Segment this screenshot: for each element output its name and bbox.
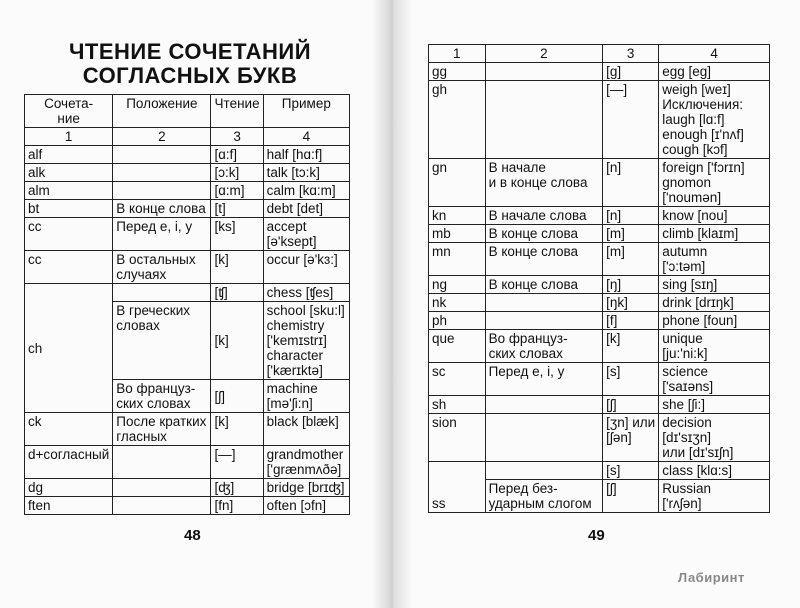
table-row (25, 182, 350, 200)
position-cell (113, 479, 211, 497)
position-cell-line: В конце слова (116, 201, 206, 216)
example-cell (659, 414, 770, 462)
example-cell-line: decision (662, 415, 712, 430)
position-cell-line: случаях (116, 267, 167, 282)
position-cell (113, 284, 211, 302)
combination-cell: sc (429, 363, 486, 396)
example-cell (659, 207, 770, 225)
position-cell (485, 414, 603, 462)
example-cell-line: weigh [weɪ] (662, 82, 731, 97)
header-position: Положение (113, 95, 211, 128)
reading-cell: [s] (603, 363, 659, 396)
example-cell-line: ['saɪəns] (662, 379, 714, 394)
example-cell-line: [ju:'ni:k] (662, 346, 708, 361)
position-cell (113, 251, 211, 284)
reading-cell: [n] (603, 207, 659, 225)
reading-cell: [ŋ] (603, 276, 659, 294)
position-cell-line: Во француз- (488, 331, 568, 346)
table-row (25, 479, 350, 497)
example-cell-line: occur [ə'kɜ:] (266, 252, 338, 267)
example-cell-line: debt [det] (266, 201, 323, 216)
table-row (25, 146, 350, 164)
column-number-row (429, 45, 770, 63)
position-cell (113, 164, 211, 182)
example-cell-line: machine (266, 381, 318, 396)
example-cell-line: foreign ['fɔrɪn] (662, 160, 745, 175)
example-cell (263, 479, 349, 497)
header-combination-line: Сочета- (44, 96, 94, 111)
reading-cell: [k] (211, 251, 263, 284)
reading-cell: [k] (211, 302, 263, 380)
example-cell-line: often [ɔfn] (266, 498, 326, 513)
position-cell (113, 302, 211, 380)
example-cell-line: chess [ʧes] (266, 285, 334, 300)
combination-cell: gg (429, 63, 486, 81)
position-cell (113, 182, 211, 200)
position-cell-line: В начале (488, 160, 546, 175)
example-cell-line: class [klɑ:s] (662, 463, 732, 478)
example-cell (659, 243, 770, 276)
example-cell-line: talk [tɔ:k] (266, 165, 320, 180)
position-cell (113, 497, 211, 515)
combination-cell: ng (429, 276, 486, 294)
combination-cell: ch (25, 284, 113, 413)
example-cell-line: black [blæk] (266, 414, 339, 429)
example-cell (659, 63, 770, 81)
combination-cell: gh (429, 81, 486, 159)
example-cell-line: ['grænmʌðə] (266, 462, 342, 477)
example-cell-line: cough [kɔf] (662, 142, 728, 157)
left-table (24, 94, 350, 515)
header-combination (25, 95, 113, 128)
position-cell (113, 380, 211, 413)
reading-cell: [k] (603, 330, 659, 363)
table-row (429, 63, 770, 81)
example-cell-line: enough [ɪ'nʌf] (662, 127, 744, 142)
table-row (429, 462, 770, 480)
example-cell-line: she [ʃi:] (662, 397, 705, 412)
title-line-1: ЧТЕНИЕ СОЧЕТАНИЙ (68, 39, 312, 64)
reading-cell-line: [ʃən] (606, 430, 632, 445)
example-cell (659, 159, 770, 207)
position-cell (485, 159, 603, 207)
column-number-row (25, 128, 350, 146)
page-number-left: 48 (184, 527, 201, 544)
example-cell-line: [mə'ʃi:n] (266, 396, 313, 411)
example-cell (263, 413, 349, 446)
example-cell-line: calm [kɑ:m] (266, 183, 336, 198)
example-cell (263, 200, 349, 218)
reading-cell: [ɑ:m] (211, 182, 263, 200)
example-cell-line: laugh [lɑ:f] (662, 112, 725, 127)
table-header-row (25, 95, 350, 128)
table-row (429, 225, 770, 243)
position-cell (113, 200, 211, 218)
header-combination-line: ние (57, 111, 80, 126)
combination-cell: ph (429, 312, 486, 330)
position-cell-line: гласных (116, 429, 167, 444)
example-cell-line: know [nou] (662, 208, 728, 223)
reading-cell: [g] (603, 63, 659, 81)
table-row (25, 446, 350, 479)
reading-cell: [—] (211, 446, 263, 479)
position-cell-line: ударным слогом (488, 496, 592, 511)
example-cell (263, 182, 349, 200)
reading-cell: [m] (603, 225, 659, 243)
example-cell (263, 497, 349, 515)
example-cell (659, 294, 770, 312)
combination-cell: alm (25, 182, 113, 200)
example-cell-line: gnomon (662, 175, 711, 190)
combination-cell: ck (25, 413, 113, 446)
column-number: 1 (25, 128, 113, 146)
reading-cell: [ʤ] (211, 479, 263, 497)
table-row (25, 497, 350, 515)
reading-cell: [t] (211, 200, 263, 218)
left-page-title (40, 40, 340, 88)
reading-cell: [n] (603, 159, 659, 207)
position-cell-line: Во француз- (116, 381, 196, 396)
position-cell (485, 81, 603, 159)
position-cell (485, 363, 603, 396)
example-cell (659, 396, 770, 414)
example-cell (659, 81, 770, 159)
example-cell-line: school [sku:l] (266, 303, 345, 318)
position-cell (485, 462, 603, 480)
combination-cell: que (429, 330, 486, 363)
table-row (429, 276, 770, 294)
combination-cell: mn (429, 243, 486, 276)
table-row (429, 207, 770, 225)
position-cell (485, 480, 603, 513)
combination-cell: nk (429, 294, 486, 312)
example-cell-line: bridge [brɪʤ] (266, 480, 345, 495)
reading-cell: [ʃ] (603, 396, 659, 414)
watermark-logo: Лабиринт (678, 570, 745, 585)
example-cell (659, 225, 770, 243)
table-row (429, 243, 770, 276)
column-number: 4 (659, 45, 770, 63)
example-cell-line: character (266, 348, 323, 363)
example-cell (659, 330, 770, 363)
position-cell-line: В начале слова (488, 208, 587, 223)
example-cell (659, 480, 770, 513)
column-number: 2 (485, 45, 603, 63)
combination-cell: alk (25, 164, 113, 182)
table-row (429, 363, 770, 396)
reading-cell: [fn] (211, 497, 263, 515)
header-example: Пример (263, 95, 349, 128)
position-cell-line: Перед e, i, y (116, 219, 193, 234)
reading-cell: [ks] (211, 218, 263, 251)
position-cell (113, 218, 211, 251)
column-number: 2 (113, 128, 211, 146)
combination-cell: cc (25, 251, 113, 284)
example-cell (263, 251, 349, 284)
example-cell-line: ['ɔ:təm] (662, 259, 706, 274)
position-cell (485, 312, 603, 330)
example-cell-line: half [hɑ:f] (266, 147, 323, 162)
example-cell (263, 380, 349, 413)
combination-cell: cc (25, 218, 113, 251)
table-row (25, 413, 350, 446)
reading-cell: [ɔ:k] (211, 164, 263, 182)
example-cell-line: Исключения: (662, 97, 744, 112)
column-number: 3 (603, 45, 659, 63)
column-number: 3 (211, 128, 263, 146)
example-cell-line: chemistry (266, 318, 325, 333)
example-cell (263, 218, 349, 251)
combination-cell: gn (429, 159, 486, 207)
example-cell (263, 164, 349, 182)
example-cell (659, 363, 770, 396)
reading-cell: [ʧ] (211, 284, 263, 302)
book-gutter (372, 0, 412, 608)
combination-cell: dg (25, 479, 113, 497)
reading-cell: [k] (211, 413, 263, 446)
example-cell-line: ['kærɪktə] (266, 363, 323, 378)
position-cell-line: Перед без- (488, 481, 558, 496)
position-cell (485, 63, 603, 81)
example-cell-line: sing [sɪŋ] (662, 277, 718, 292)
column-number: 4 (263, 128, 349, 146)
position-cell (113, 146, 211, 164)
combination-cell: d+согласный (25, 446, 113, 479)
reading-cell: [—] (603, 81, 659, 159)
table-row (25, 284, 350, 302)
example-cell-line: или [dɪ'sɪʃn] (662, 445, 734, 460)
page-number-right: 49 (588, 527, 605, 544)
example-cell (263, 302, 349, 380)
position-cell (485, 330, 603, 363)
example-cell-line: egg [eg] (662, 64, 711, 79)
combination-cell: sion (429, 414, 486, 462)
combination-cell: alf (25, 146, 113, 164)
reading-cell: [ŋk] (603, 294, 659, 312)
combination-cell: ss (429, 462, 486, 513)
position-cell-line: В конце слова (488, 277, 578, 292)
reading-cell: [ʃ] (603, 480, 659, 513)
reading-cell-line: [ʒn] или (606, 415, 656, 430)
position-cell (485, 207, 603, 225)
example-cell (263, 146, 349, 164)
example-cell-line: [dɪ'sɪʒn] (662, 430, 712, 445)
example-cell (659, 462, 770, 480)
title-line-2: СОГЛАСНЫХ БУКВ (82, 63, 298, 88)
position-cell (485, 225, 603, 243)
position-cell-line: В греческих (116, 303, 191, 318)
table-row (25, 200, 350, 218)
combination-cell: bt (25, 200, 113, 218)
example-cell-line: autumn (662, 244, 708, 259)
table-row (429, 414, 770, 462)
example-cell-line: phone [foun] (662, 313, 738, 328)
combination-cell: mb (429, 225, 486, 243)
position-cell-line: ских словах (488, 346, 563, 361)
example-cell-line: ['kemɪstrɪ] (266, 333, 327, 348)
reading-cell (603, 414, 659, 462)
position-cell-line: В конце слова (488, 226, 578, 241)
combination-cell: sh (429, 396, 486, 414)
position-cell-line: Перед e, i, y (488, 364, 565, 379)
position-cell-line: и в конце слова (488, 175, 588, 190)
table-row (429, 330, 770, 363)
position-cell-line: словах (116, 318, 160, 333)
combination-cell: ften (25, 497, 113, 515)
table-row (25, 218, 350, 251)
right-table (428, 44, 770, 513)
example-cell (263, 284, 349, 302)
example-cell-line: drink [drɪŋk] (662, 295, 734, 310)
example-cell (263, 446, 349, 479)
table-row (429, 396, 770, 414)
example-cell-line: ['rʌʃən] (662, 496, 702, 511)
reading-cell: [ɑ:f] (211, 146, 263, 164)
table-row (429, 312, 770, 330)
reading-cell: [f] (603, 312, 659, 330)
example-cell-line: unique (662, 331, 703, 346)
reading-cell: [m] (603, 243, 659, 276)
combination-cell: kn (429, 207, 486, 225)
example-cell-line: ['noumən] (662, 190, 722, 205)
example-cell-line: Russian (662, 481, 711, 496)
position-cell (485, 294, 603, 312)
position-cell (485, 396, 603, 414)
reading-cell: [s] (603, 462, 659, 480)
example-cell-line: accept (266, 219, 307, 234)
position-cell-line: ских словах (116, 396, 191, 411)
header-reading: Чтение (211, 95, 263, 128)
table-row (429, 294, 770, 312)
example-cell-line: grandmother (266, 447, 344, 462)
example-cell-line: climb [klaɪm] (662, 226, 739, 241)
column-number: 1 (429, 45, 486, 63)
position-cell-line: В конце слова (488, 244, 578, 259)
table-row (429, 81, 770, 159)
position-cell-line: В остальных (116, 252, 196, 267)
position-cell (113, 446, 211, 479)
reading-cell: [ʃ] (211, 380, 263, 413)
example-cell-line: science (662, 364, 708, 379)
position-cell-line: После кратких (116, 414, 207, 429)
position-cell (485, 276, 603, 294)
table-row (25, 164, 350, 182)
position-cell (485, 243, 603, 276)
position-cell (113, 413, 211, 446)
example-cell (659, 312, 770, 330)
table-row (25, 251, 350, 284)
example-cell-line: [ə'ksept] (266, 234, 317, 249)
table-row (429, 159, 770, 207)
example-cell (659, 276, 770, 294)
